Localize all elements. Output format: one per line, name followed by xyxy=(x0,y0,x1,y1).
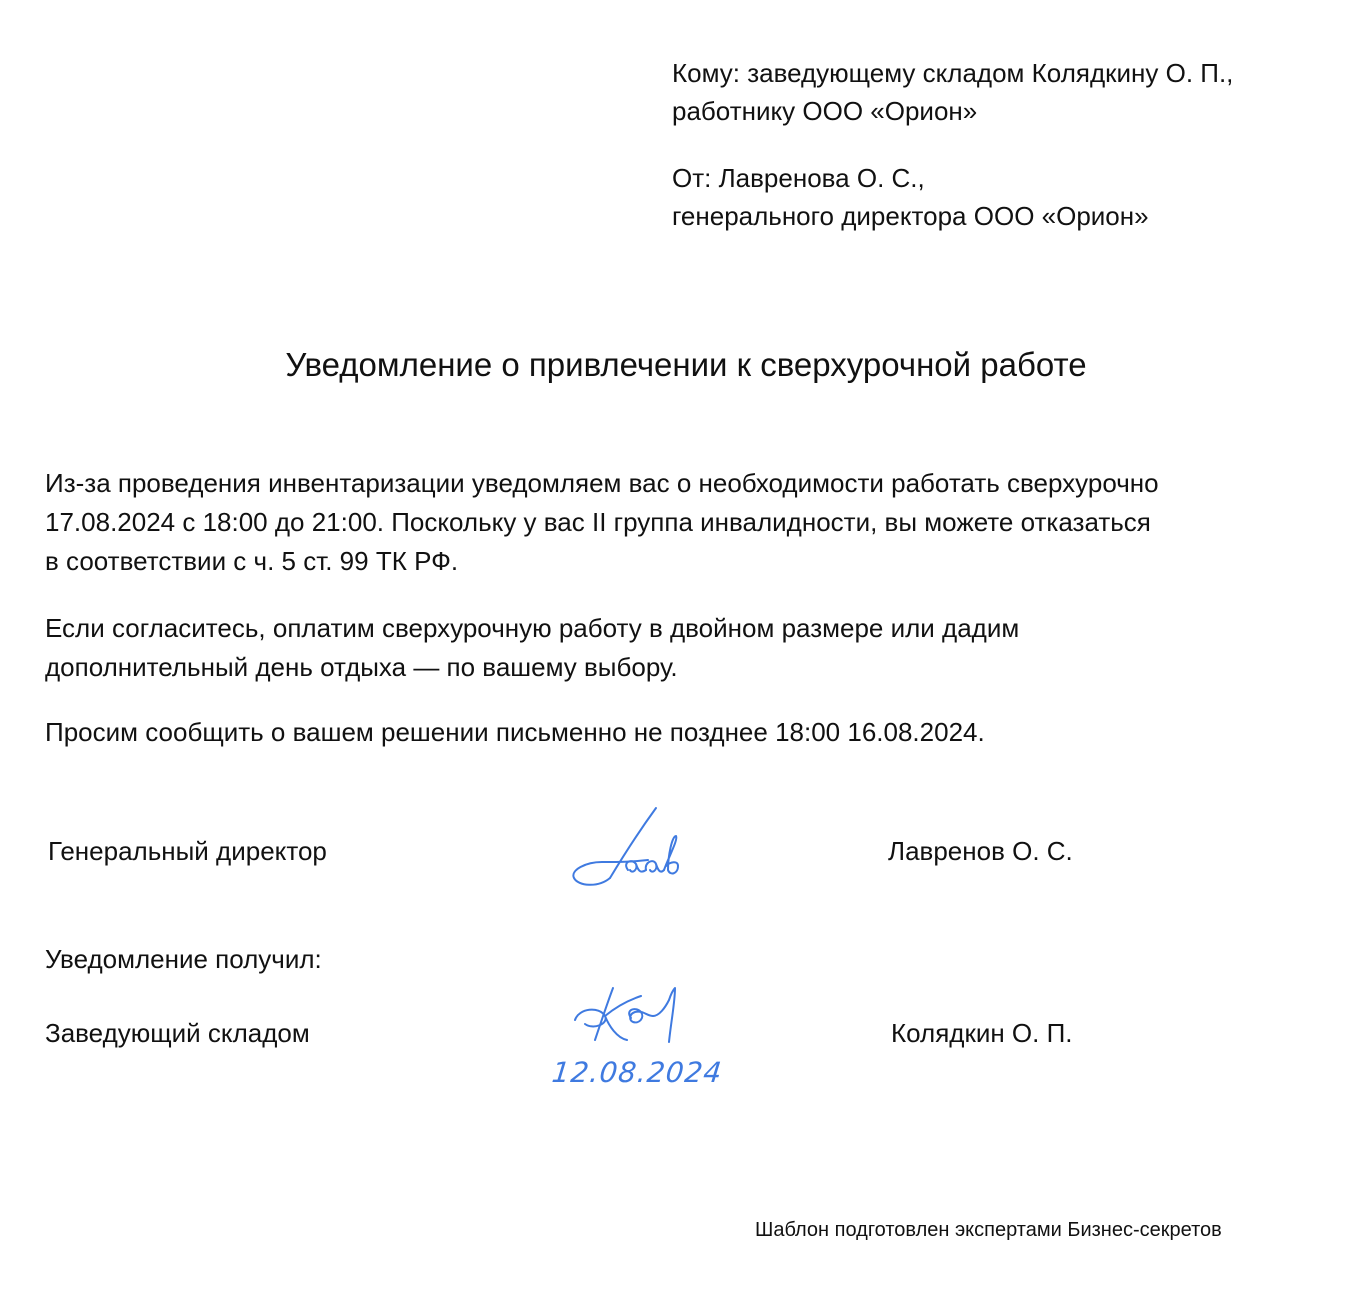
document-title: Уведомление о привлечении к сверхурочной работе xyxy=(285,346,1087,383)
received-label: Уведомление получил: xyxy=(45,944,322,974)
paragraph-line: Если согласитесь, оплатим сверхурочную работу в двойном размере или дадим xyxy=(45,613,1020,643)
paragraph-deadline xyxy=(45,713,985,752)
sender-block xyxy=(672,159,1149,235)
recipient-name: Колядкин О. П. xyxy=(891,1018,1073,1048)
paragraph-line: дополнительный день отдыха — по вашему выбору. xyxy=(45,652,678,682)
paragraph-line: в соответствии с ч. 5 ст. 99 ТК РФ. xyxy=(45,546,459,576)
paragraph-line: Из-за проведения инвентаризации уведомляем вас о необходимости работать сверхурочно xyxy=(45,468,1159,498)
sender-line: генерального директора ООО «Орион» xyxy=(672,201,1149,231)
recipient-handwritten-date: 12.08.2024 xyxy=(550,1056,725,1089)
director-name: Лавренов О. С. xyxy=(888,836,1073,866)
recipient-signature-icon xyxy=(565,982,695,1052)
paragraph-line: 17.08.2024 с 18:00 до 21:00. Поскольку у вас II группа инвалидности, вы можете отказаться xyxy=(45,507,1151,537)
paragraph-overtime-notice xyxy=(45,464,1159,581)
sender-line: От: Лавренова О. С., xyxy=(672,163,925,193)
paragraph-compensation xyxy=(45,609,1019,687)
addressee-line: работнику ООО «Орион» xyxy=(672,96,978,126)
addressee-line: Кому: заведующему складом Колядкину О. П., xyxy=(672,58,1234,88)
director-signature-icon xyxy=(560,800,690,890)
recipient-position: Заведующий складом xyxy=(45,1018,310,1048)
addressee-block xyxy=(672,54,1233,130)
director-position: Генеральный директор xyxy=(48,836,327,866)
template-credit-footer: Шаблон подготовлен экспертами Бизнес-секретов xyxy=(755,1219,1222,1241)
paragraph-line: Просим сообщить о вашем решении письменно не позднее 18:00 16.08.2024. xyxy=(45,717,985,747)
